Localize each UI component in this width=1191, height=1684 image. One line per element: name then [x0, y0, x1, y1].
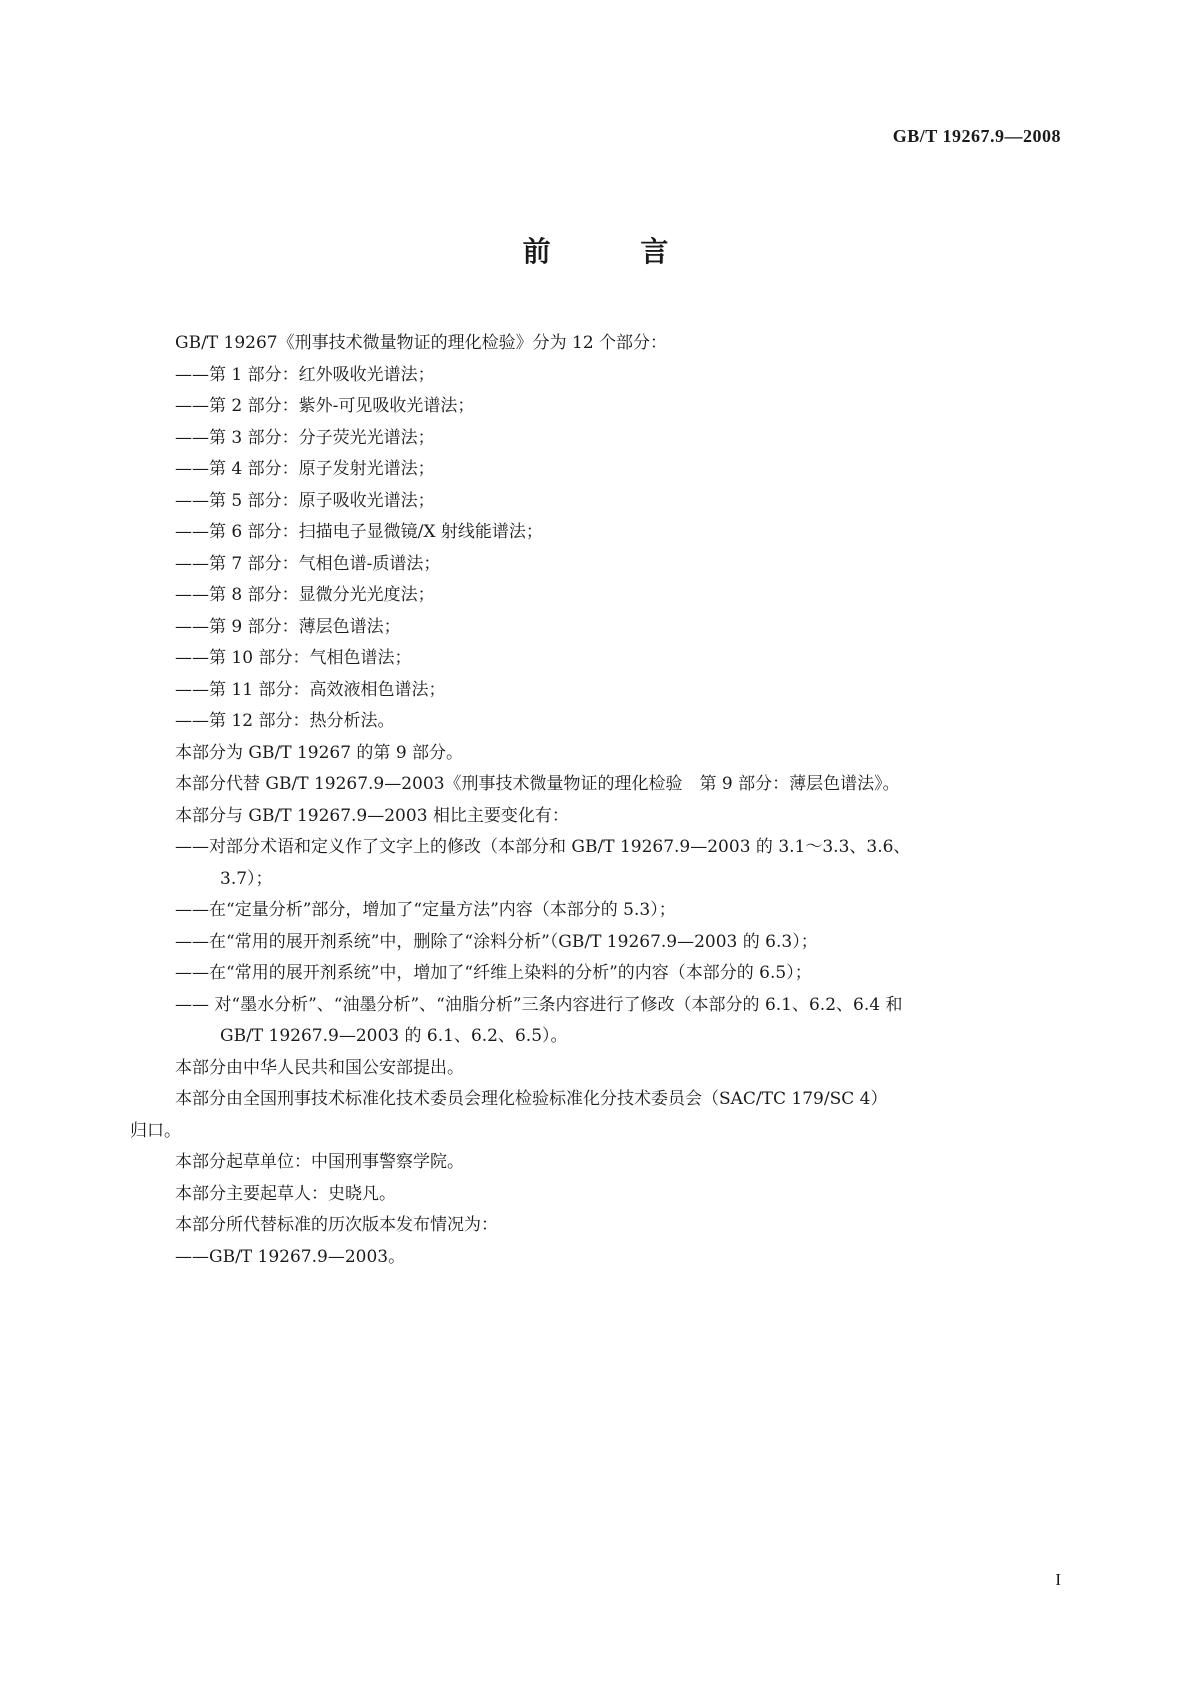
- paragraph-line: 本部分为 GB/T 19267 的第 9 部分。: [175, 742, 464, 763]
- page-title: 前 言: [522, 235, 709, 268]
- standard-code: GB/T 19267.9—2008: [892, 126, 1061, 146]
- paragraph-line: 归口。: [130, 1120, 181, 1141]
- list-item: —— 对“墨水分析”、“油墨分析”、“油脂分析”三条内容进行了修改（本部分的 6.1、6.2、6.4 和: [175, 994, 903, 1015]
- list-item: ——第 3 部分：分子荧光光谱法；: [175, 427, 435, 448]
- list-item: ——在“定量分析”部分，增加了“定量方法”内容（本部分的 5.3）；: [175, 900, 676, 920]
- list-item: ——第 12 部分：热分析法。: [175, 711, 395, 731]
- list-item: ——在“常用的展开剂系统”中，删除了“涂料分析”（GB/T 19267.9—2003 的 6.3）；: [175, 931, 818, 952]
- list-item: ——GB/T 19267.9—2003。: [175, 1246, 406, 1267]
- list-item: ——对部分术语和定义作了文字上的修改（本部分和 GB/T 19267.9—2003 的 3.1～3.3、3.6、: [175, 837, 911, 857]
- list-item: ——第 11 部分：高效液相色谱法；: [175, 679, 446, 700]
- paragraph-line: GB/T 19267.9—2003 的 6.1、6.2、6.5）。: [220, 1026, 568, 1046]
- list-item: ——第 5 部分：原子吸收光谱法；: [175, 490, 435, 511]
- list-item: ——第 9 部分：薄层色谱法；: [175, 616, 401, 637]
- list-item: ——第 10 部分：气相色谱法；: [175, 648, 412, 668]
- list-item: ——第 6 部分：扫描电子显微镜/X 射线能谱法；: [175, 522, 543, 542]
- paragraph-line: 本部分与 GB/T 19267.9—2003 相比主要变化有：: [175, 805, 569, 826]
- list-item: ——第 7 部分：气相色谱-质谱法；: [175, 553, 441, 574]
- paragraph-line: 本部分起草单位：中国刑事警察学院。: [175, 1152, 464, 1172]
- list-item: ——第 2 部分：紫外-可见吸收光谱法；: [175, 396, 475, 416]
- list-item: ——第 4 部分：原子发射光谱法；: [175, 459, 435, 479]
- paragraph-line: 本部分代替 GB/T 19267.9—2003《刑事技术微量物证的理化检验 第 9 部分：薄层色谱法》。: [175, 774, 900, 794]
- foreword-body: [130, 328, 1065, 1273]
- paragraph-line: GB/T 19267《刑事技术微量物证的理化检验》分为 12 个部分：: [175, 333, 668, 353]
- paragraph-line: 3.7）；: [220, 868, 273, 889]
- paragraph-line: 本部分由中华人民共和国公安部提出。: [175, 1057, 464, 1078]
- list-item: ——第 8 部分：显微分光光度法；: [175, 585, 435, 605]
- page-number: I: [1055, 1570, 1061, 1589]
- paragraph-line: 本部分由全国刑事技术标准化技术委员会理化检验标准化分技术委员会（SAC/TC 179/SC 4）: [175, 1089, 888, 1109]
- paragraph-line: 本部分主要起草人：史晓凡。: [175, 1183, 396, 1204]
- paragraph-line: 本部分所代替标准的历次版本发布情况为：: [175, 1215, 498, 1235]
- list-item: ——在“常用的展开剂系统”中，增加了“纤维上染料的分析”的内容（本部分的 6.5）；: [175, 963, 812, 983]
- list-item: ——第 1 部分：红外吸收光谱法；: [175, 364, 435, 385]
